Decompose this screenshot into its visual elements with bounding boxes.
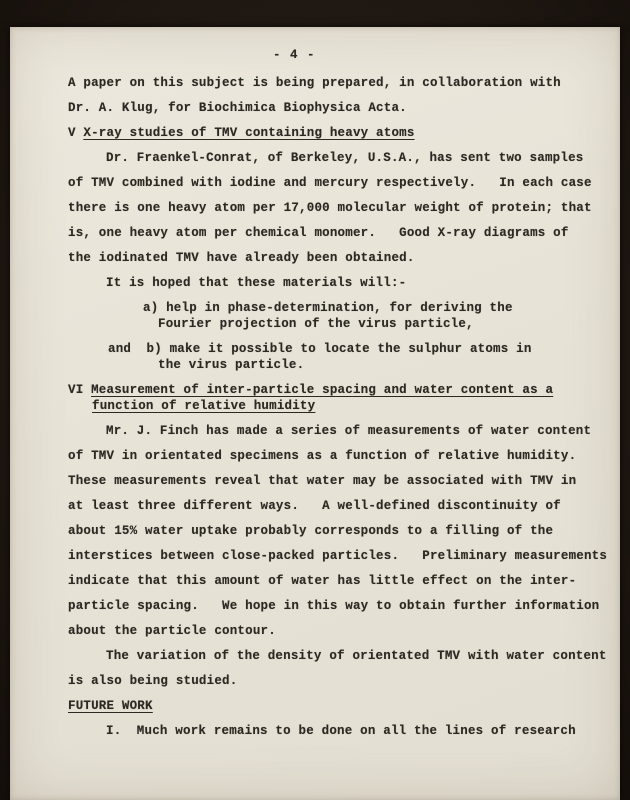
- text-line: interstices between close-packed particles. Preliminary measurements: [68, 549, 608, 563]
- section-heading-v: [68, 126, 613, 141]
- text-line: A paper on this subject is being prepared, in collaboration with: [68, 76, 561, 90]
- text-line: the iodinated TMV have already been obtained.: [68, 251, 415, 265]
- text-line: These measurements reveal that water may be associated with TMV in: [68, 474, 577, 488]
- section-title: X-ray studies of TMV containing heavy atoms: [83, 126, 415, 140]
- text-line: about the particle contour.: [68, 624, 276, 638]
- text-line: of TMV in orientated specimens as a function of relative humidity.: [68, 449, 577, 463]
- page-content: [68, 48, 613, 739]
- section-title: FUTURE WORK: [68, 699, 153, 713]
- text-line: of TMV combined with iodine and mercury respectively. In each case: [68, 176, 592, 190]
- section-number: VI: [68, 383, 92, 397]
- text-line: there is one heavy atom per 17,000 molecular weight of protein; that: [68, 201, 592, 215]
- text-line: Mr. J. Finch has made a series of measurements of water content: [106, 424, 592, 438]
- list-item-b: and b) make it possible to locate the sulphur atoms in: [108, 342, 532, 356]
- text-line: It is hoped that these materials will:-: [106, 276, 407, 290]
- text-line: The variation of the density of orientated TMV with water content: [106, 649, 607, 663]
- text-line: about 15% water uptake probably corresponds to a filling of the: [68, 524, 554, 538]
- section-number: V: [68, 126, 84, 140]
- text-line: Dr. Fraenkel-Conrat, of Berkeley, U.S.A., has sent two samples: [106, 151, 584, 165]
- document-page: [10, 27, 620, 800]
- section-heading-future-work: [68, 699, 613, 714]
- text-line: is, one heavy atom per chemical monomer. Good X-ray diagrams of: [68, 226, 569, 240]
- text-line: Dr. A. Klug, for Biochimica Biophysica Acta.: [68, 101, 407, 115]
- section-title: Measurement of inter-particle spacing and water content as a: [91, 383, 554, 397]
- text-line: I. Much work remains to be done on all the lines of research: [106, 724, 576, 738]
- section-heading-vi-continuation: function of relative humidity: [92, 399, 316, 413]
- text-line: is also being studied.: [68, 674, 238, 688]
- text-line: at least three different ways. A well-defined discontinuity of: [68, 499, 561, 513]
- list-item-b-continuation: the virus particle.: [158, 358, 305, 372]
- text-line: indicate that this amount of water has little effect on the inter-: [68, 574, 577, 588]
- text-line: particle spacing. We hope in this way to obtain further information: [68, 599, 600, 613]
- page-number: - 4 -: [273, 48, 316, 62]
- section-heading-vi: [68, 383, 613, 398]
- list-item-a-continuation: Fourier projection of the virus particle,: [158, 317, 474, 331]
- list-item-a: a) help in phase-determination, for deriving the: [143, 301, 513, 315]
